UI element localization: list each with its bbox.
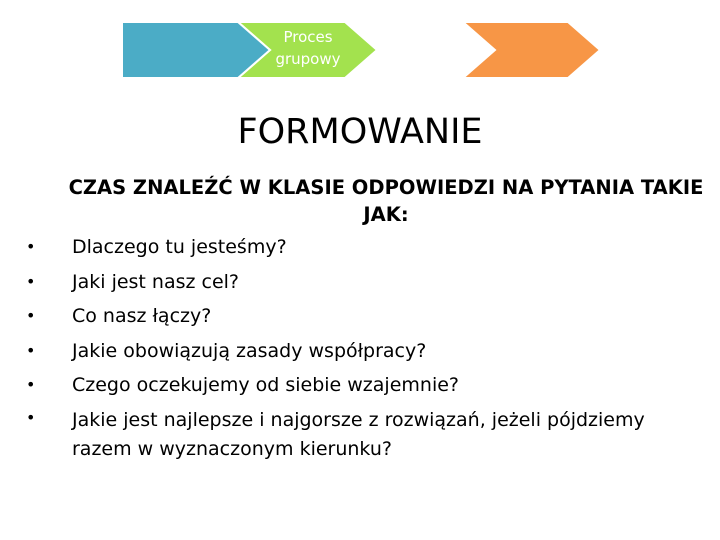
list-item xyxy=(20,368,700,403)
bullet-icon: • xyxy=(26,306,36,325)
list-item xyxy=(20,230,700,265)
slide-title: FORMOWANIE xyxy=(237,112,483,152)
list-item xyxy=(20,299,700,334)
list-item-text: Jakie obowiązują zasady współpracy? xyxy=(72,339,427,362)
chevron-orange xyxy=(463,22,600,78)
process-diagram xyxy=(0,0,720,90)
bullet-icon: • xyxy=(26,340,36,360)
chevron-label: Proces grupowy xyxy=(275,28,341,68)
question-list xyxy=(20,230,700,464)
slide-heading: CZAS ZNALEŹĆ W KLASIE ODPOWIEDZI NA PYTANIA TAKIE JAK: xyxy=(68,176,704,226)
list-item-text: Dlaczego tu jesteśmy? xyxy=(72,236,287,258)
bullet-icon: • xyxy=(26,407,36,427)
bullet-icon: • xyxy=(26,237,36,256)
list-item-text: Czego oczekujemy od siebie wzajemnie? xyxy=(72,374,459,396)
process-chevrons xyxy=(0,0,720,90)
list-item-text: Jakie jest najlepsze i najgorsze z rozwiązań, jeżeli pójdziemy razem w wyznaczonym kierunku? xyxy=(72,408,645,460)
bullet-icon: • xyxy=(26,271,36,291)
list-item xyxy=(20,334,700,369)
list-item-text: Jaki jest nasz cel? xyxy=(72,270,240,293)
list-item xyxy=(20,265,700,300)
chevron-blue xyxy=(122,22,270,78)
list-item xyxy=(20,403,700,464)
list-item-text: Co nasz łączy? xyxy=(72,305,212,327)
bullet-icon: • xyxy=(26,375,36,394)
